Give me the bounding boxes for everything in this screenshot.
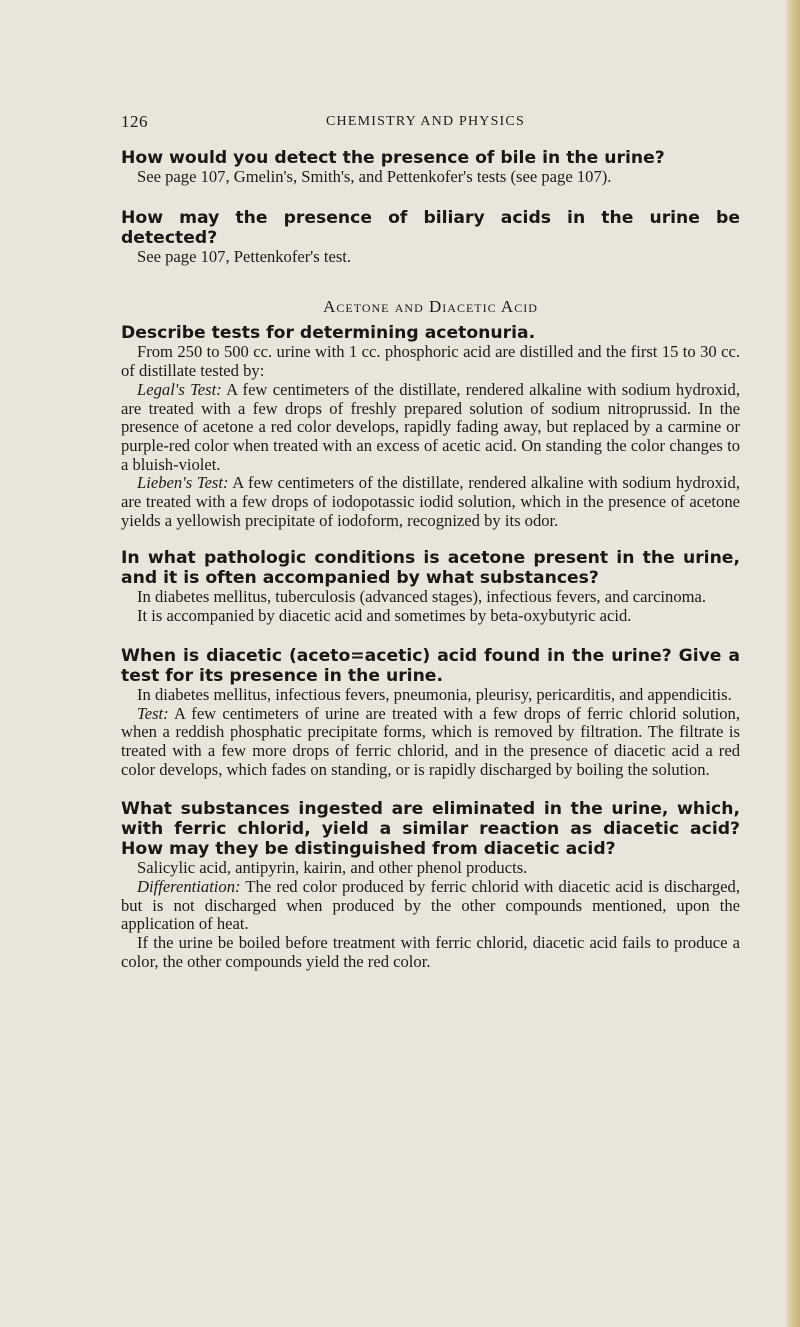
running-title: CHEMISTRY AND PHYSICS	[326, 114, 525, 129]
lieben-test-text: A few centimeters of the distillate, rendered alkaline with sodium hydroxid, are treated with a few drops of iodopotassic iodid solution, which in the presence of acetone yields a yellowish precipitate of iodoform, recognized by its odor.	[121, 473, 740, 530]
lieben-test-paragraph	[121, 474, 740, 530]
answer-substances: Salicylic acid, antipyrin, kairin, and other phenol products.	[137, 858, 528, 878]
page-number: 126	[121, 112, 148, 131]
diacetic-test-text: A few centimeters of urine are treated with a few drops of ferric chlorid solution, when a reddish phosphatic precipitate forms, which is removed by filtration. The filtrate is treated with a few more drops of ferric chlorid, and in the presence of diacetic acid a red color develops, which fades on standing, or is rapidly discharged by boiling the solution.	[121, 703, 740, 779]
page-content	[121, 112, 740, 991]
running-head	[121, 112, 740, 136]
qa-pathologic	[121, 548, 740, 625]
answer-biliary-acids: See page 107, Pettenkofer's test.	[137, 246, 352, 266]
diacetic-test-paragraph	[121, 705, 740, 780]
question-biliary-acids: How may the presence of biliary acids in the urine be detected?	[121, 207, 740, 248]
legal-test-label: Legal's Test:	[137, 379, 222, 399]
qa-biliary-acids	[121, 208, 740, 267]
page-edge	[786, 0, 800, 1327]
qa-substances	[121, 799, 740, 971]
differentiation-label: Differentiation:	[137, 877, 241, 897]
question-diacetic: When is diacetic (aceto=acetic) acid found in the urine? Give a test for its presence in the urine.	[121, 645, 740, 686]
section-heading: Acetone and Diacetic Acid	[323, 297, 538, 317]
answer-pathologic-2: It is accompanied by diacetic acid and sometimes by beta-oxybutyric acid.	[137, 606, 632, 626]
answer-pathologic-1: In diabetes mellitus, tuberculosis (advanced stages), infectious fevers, and carcinoma.	[137, 587, 707, 607]
question-acetonuria: Describe tests for determining acetonuria.	[121, 323, 536, 344]
answer-diacetic: In diabetes mellitus, infectious fevers, pneumonia, pleurisy, pericarditis, and appendicitis.	[137, 684, 732, 704]
question-substances: What substances ingested are eliminated in the urine, which, with ferric chlorid, yield a similar reaction as diacetic acid? How may they be distinguished from diacetic acid?	[121, 799, 740, 860]
qa-diacetic	[121, 646, 740, 780]
lieben-test-label: Lieben's Test:	[137, 473, 229, 493]
qa-bile	[121, 148, 740, 187]
question-bile: How would you detect the presence of bile in the urine?	[121, 148, 665, 168]
legal-test-text: A few centimeters of the distillate, rendered alkaline with sodium hydroxid, are treated with a few drops of freshly prepared solution of sodium nitroprussid. In the presence of acetone a red color develops, rapidly fading away, but replaced by a carmine or purple-red color when treated with an excess of acetic acid. On standing the color changes to a bluish-violet.	[121, 379, 740, 474]
qa-acetonuria	[121, 323, 740, 530]
differentiation-paragraph	[121, 878, 740, 934]
question-pathologic: In what pathologic conditions is acetone present in the urine, and it is often accompanied by what substances?	[121, 548, 740, 589]
legal-test-paragraph	[121, 381, 740, 475]
answer-acetonuria-intro: From 250 to 500 cc. urine with 1 cc. phosphoric acid are distilled and the first 15 to 30 cc. of distillate tested by:	[121, 342, 740, 381]
answer-bile: See page 107, Gmelin's, Smith's, and Pettenkofer's tests (see page 107).	[137, 167, 612, 186]
differentiation-text: The red color produced by ferric chlorid with diacetic acid is discharged, but is not discharged when produced by the other compounds mentioned, upon the application of heat.	[121, 877, 740, 934]
answer-substances-final: If the urine be boiled before treatment with ferric chlorid, diacetic acid fails to produce a color, the other compounds yield the red color.	[121, 933, 740, 971]
diacetic-test-label: Test:	[137, 703, 169, 723]
